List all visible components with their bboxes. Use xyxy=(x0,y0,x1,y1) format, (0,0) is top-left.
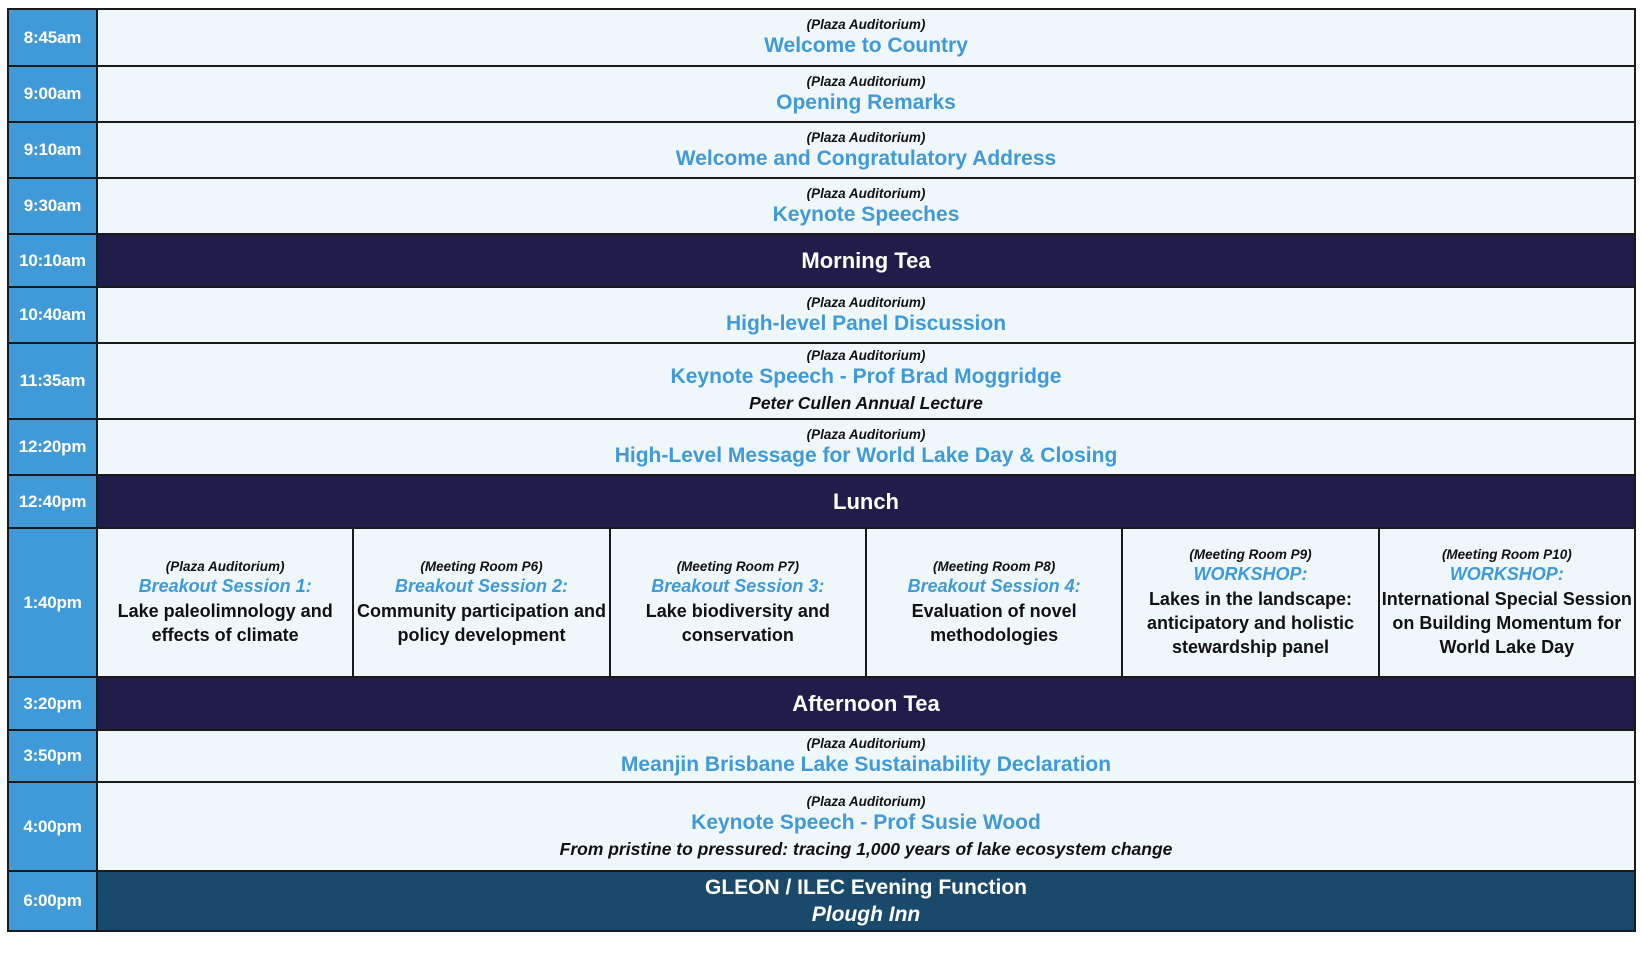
session-title: Opening Remarks xyxy=(776,90,956,114)
session-cell xyxy=(97,782,1635,871)
breakout-description: Lake biodiversity and conservation xyxy=(645,600,830,645)
session-cell xyxy=(97,343,1635,419)
time-cell: 3:50pm xyxy=(8,730,97,782)
break-cell: Afternoon Tea xyxy=(97,677,1635,730)
breakout-row xyxy=(8,528,1635,677)
time-cell: 9:00am xyxy=(8,66,97,122)
session-title: Keynote Speech - Prof Susie Wood xyxy=(691,810,1041,834)
breakout-description: Lake paleolimnology and effects of climate xyxy=(117,600,333,645)
time-cell: 1:40pm xyxy=(8,528,97,677)
time-cell: 9:30am xyxy=(8,178,97,234)
session-title: Keynote Speech - Prof Brad Moggridge xyxy=(670,365,1062,388)
schedule-table xyxy=(7,8,1636,932)
time-cell: 3:20pm xyxy=(8,677,97,730)
session-cell xyxy=(97,9,1635,66)
evening-row xyxy=(8,871,1635,931)
workshop-title: WORKSHOP: xyxy=(1193,563,1308,584)
break-row xyxy=(8,234,1635,287)
session-title: Meanjin Brisbane Lake Sustainability Declaration xyxy=(620,752,1112,776)
schedule-row xyxy=(8,730,1635,782)
workshop-title: WORKSHOP: xyxy=(1449,563,1564,584)
evening-venue: Plough Inn xyxy=(811,902,921,926)
session-subtitle: From pristine to pressured: tracing 1,000 years of lake ecosystem change xyxy=(559,838,1173,859)
session-location: (Plaza Auditorium) xyxy=(806,793,926,809)
breakout-cell xyxy=(1379,528,1635,677)
schedule-row xyxy=(8,66,1635,122)
breakout-description: Community participation and policy development xyxy=(356,600,606,645)
time-cell: 10:40am xyxy=(8,287,97,343)
break-row xyxy=(8,677,1635,730)
session-title: High-Level Message for World Lake Day & Closing xyxy=(614,443,1118,467)
session-location: (Plaza Auditorium) xyxy=(806,73,926,89)
time-cell: 12:40pm xyxy=(8,475,97,528)
breakout-title: Breakout Session 3: xyxy=(651,575,825,596)
session-title: Keynote Speeches xyxy=(772,202,960,226)
break-cell: Morning Tea xyxy=(97,234,1635,287)
schedule-row xyxy=(8,287,1635,343)
workshop-description: Lakes in the landscape: anticipatory and holistic stewardship panel xyxy=(1146,588,1354,657)
session-location: (Plaza Auditorium) xyxy=(806,735,926,751)
time-cell: 6:00pm xyxy=(8,871,97,931)
time-cell: 4:00pm xyxy=(8,782,97,871)
workshop-description: International Special Session on Building Momentum for World Lake Day xyxy=(1381,588,1632,657)
time-cell: 10:10am xyxy=(8,234,97,287)
session-title: High-level Panel Discussion xyxy=(725,311,1007,335)
breakout-location: (Meeting Room P6) xyxy=(420,558,543,574)
schedule-row xyxy=(8,782,1635,871)
schedule-row xyxy=(8,178,1635,234)
breakout-cell xyxy=(1122,528,1378,677)
session-cell xyxy=(97,730,1635,782)
breakout-location: (Meeting Room P10) xyxy=(1441,546,1572,562)
session-location: (Plaza Auditorium) xyxy=(806,426,926,442)
session-location: (Plaza Auditorium) xyxy=(806,17,926,32)
session-cell xyxy=(97,419,1635,475)
session-location: (Plaza Auditorium) xyxy=(806,348,926,363)
time-cell: 12:20pm xyxy=(8,419,97,475)
time-cell: 11:35am xyxy=(8,343,97,419)
breakout-cell xyxy=(97,528,353,677)
session-cell xyxy=(97,122,1635,178)
evening-cell xyxy=(97,871,1635,931)
session-cell xyxy=(97,287,1635,343)
session-title: Welcome to Country xyxy=(764,34,968,57)
schedule-row xyxy=(8,9,1635,66)
evening-title: GLEON / ILEC Evening Function xyxy=(704,875,1027,899)
time-cell: 8:45am xyxy=(8,9,97,66)
session-subtitle: Peter Cullen Annual Lecture xyxy=(749,393,983,413)
breakout-title: Breakout Session 4: xyxy=(907,575,1081,596)
session-title: Welcome and Congratulatory Address xyxy=(675,146,1057,170)
breakout-title: Breakout Session 1: xyxy=(138,575,312,596)
breakout-location: (Meeting Room P7) xyxy=(676,558,799,574)
breakout-cell xyxy=(353,528,609,677)
breakout-cell xyxy=(610,528,866,677)
break-cell: Lunch xyxy=(97,475,1635,528)
schedule-row xyxy=(8,122,1635,178)
breakout-location: (Meeting Room P9) xyxy=(1189,546,1312,562)
breakout-cell xyxy=(866,528,1122,677)
breakout-description: Evaluation of novel methodologies xyxy=(911,600,1077,645)
time-cell: 9:10am xyxy=(8,122,97,178)
schedule-row xyxy=(8,419,1635,475)
session-location: (Plaza Auditorium) xyxy=(806,129,926,145)
session-cell xyxy=(97,66,1635,122)
session-location: (Plaza Auditorium) xyxy=(806,185,926,201)
break-row xyxy=(8,475,1635,528)
session-location: (Plaza Auditorium) xyxy=(806,294,926,310)
breakout-location: (Plaza Auditorium) xyxy=(165,558,285,574)
session-cell xyxy=(97,178,1635,234)
schedule-row xyxy=(8,343,1635,419)
breakout-title: Breakout Session 2: xyxy=(394,575,569,596)
breakout-location: (Meeting Room P8) xyxy=(933,558,1056,574)
